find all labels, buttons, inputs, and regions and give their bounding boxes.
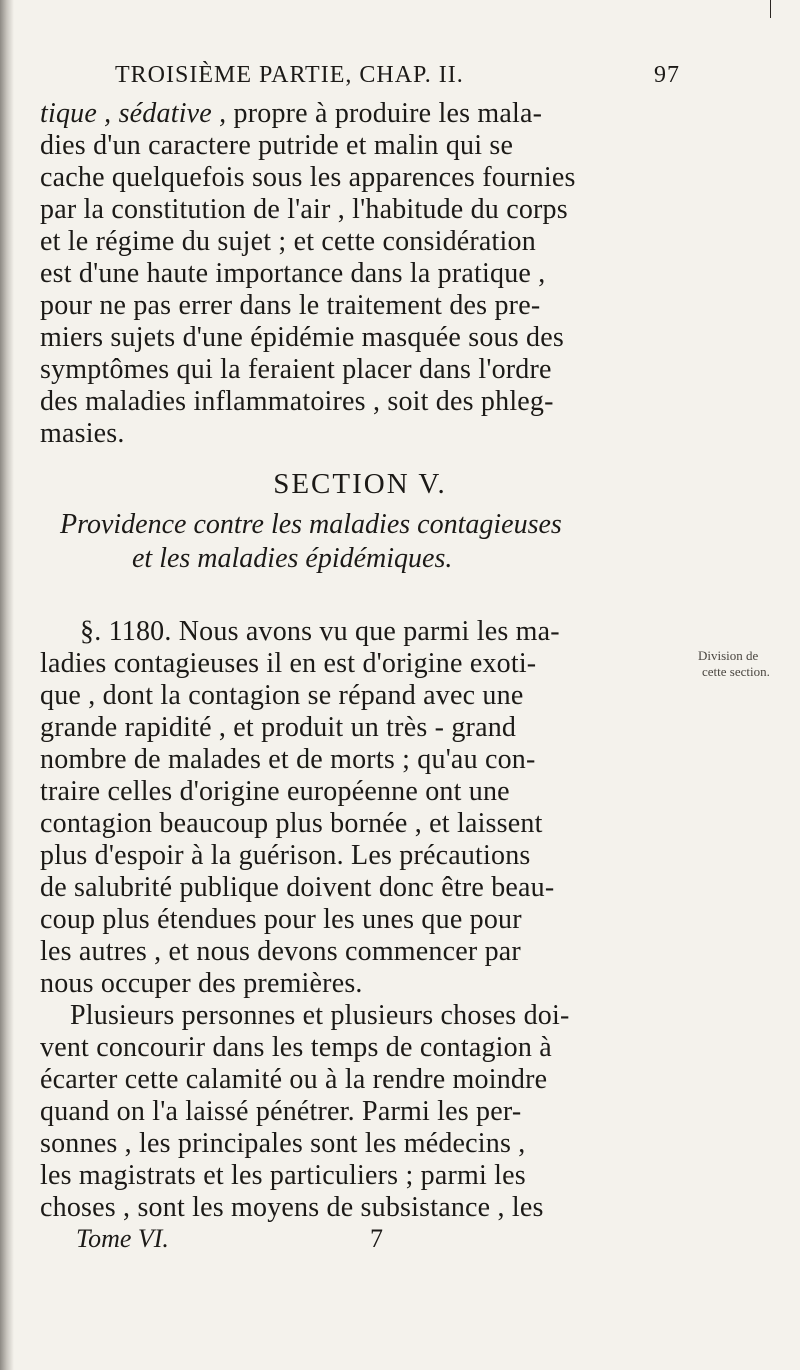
text-line: de salubrité publique doivent donc être beau- <box>40 872 555 903</box>
binding-gutter <box>0 0 14 1370</box>
paragraph-1180 <box>40 616 680 1000</box>
italic-run: tique , sédative , <box>40 98 227 129</box>
text-line: Plusieurs personnes et plusieurs choses doi- <box>70 1000 570 1031</box>
text-line: cache quelquefois sous les apparences fournies <box>40 162 576 193</box>
page-header <box>40 62 680 98</box>
paragraph-plusieurs <box>40 1000 680 1224</box>
text-line: choses , sont les moyens de subsistance , les <box>40 1192 544 1223</box>
margin-note <box>698 648 798 680</box>
text-line: traire celles d'origine européenne ont une <box>40 776 510 807</box>
margin-note-line-1: Division de <box>698 648 759 663</box>
text-line: plus d'espoir à la guérison. Les précautions <box>40 840 531 871</box>
section-subtitle-line-1: Providence contre les maladies contagieuses <box>60 509 562 540</box>
text-line: grande rapidité , et produit un très - grand <box>40 712 517 743</box>
text-line: écarter cette calamité ou à la rendre moindre <box>40 1064 548 1095</box>
text-line <box>40 98 680 130</box>
text-line: par la constitution de l'air , l'habitude du corps <box>40 194 568 225</box>
text-line: coup plus étendues pour les unes que pour <box>40 904 522 935</box>
book-page <box>40 62 680 1256</box>
section-subtitle-line-2: et les maladies épidémiques. <box>132 543 453 574</box>
text-line: §. 1180. Nous avons vu que parmi les ma- <box>80 616 560 647</box>
page-number: 97 <box>654 62 680 88</box>
running-title: TROISIÈME PARTIE, CHAP. II. <box>115 62 464 88</box>
text-line: que , dont la contagion se répand avec une <box>40 680 524 711</box>
text-line: ladies contagieuses il en est d'origine exoti- <box>40 648 537 679</box>
text-line: quand on l'a laissé pénétrer. Parmi les per- <box>40 1096 522 1127</box>
text-line: contagion beaucoup plus bornée , et laissent <box>40 808 543 839</box>
volume-label: Tome VI. <box>76 1224 169 1253</box>
text-line: dies d'un caractere putride et malin qui se <box>40 130 514 161</box>
text-line: miers sujets d'une épidémie masquée sous des <box>40 322 564 353</box>
text-line: symptômes qui la feraient placer dans l'ordre <box>40 354 552 385</box>
text-line: les autres , et nous devons commencer par <box>40 936 521 967</box>
paragraph-continuation <box>40 98 680 450</box>
page-footer <box>40 1224 680 1256</box>
text-line: nombre de malades et de morts ; qu'au con- <box>40 744 536 775</box>
text-line: pour ne pas errer dans le traitement des pre- <box>40 290 541 321</box>
section-title: SECTION V. <box>273 468 447 500</box>
text-line: vent concourir dans les temps de contagion à <box>40 1032 552 1063</box>
text-run: propre à produire les mala- <box>233 98 543 129</box>
text-line: les magistrats et les particuliers ; parmi les <box>40 1160 526 1191</box>
text-line: sonnes , les principales sont les médecins , <box>40 1128 526 1159</box>
text-line: et le régime du sujet ; et cette considération <box>40 226 536 257</box>
text-line: des maladies inflammatoires , soit des phleg- <box>40 386 554 417</box>
signature-mark: 7 <box>370 1224 383 1253</box>
margin-note-line-2: cette section. <box>702 664 770 679</box>
text-line: est d'une haute importance dans la pratique , <box>40 258 546 289</box>
text-line: nous occuper des premières. <box>40 968 363 999</box>
text-line: masies. <box>40 418 125 449</box>
top-edge-mark <box>770 0 771 18</box>
